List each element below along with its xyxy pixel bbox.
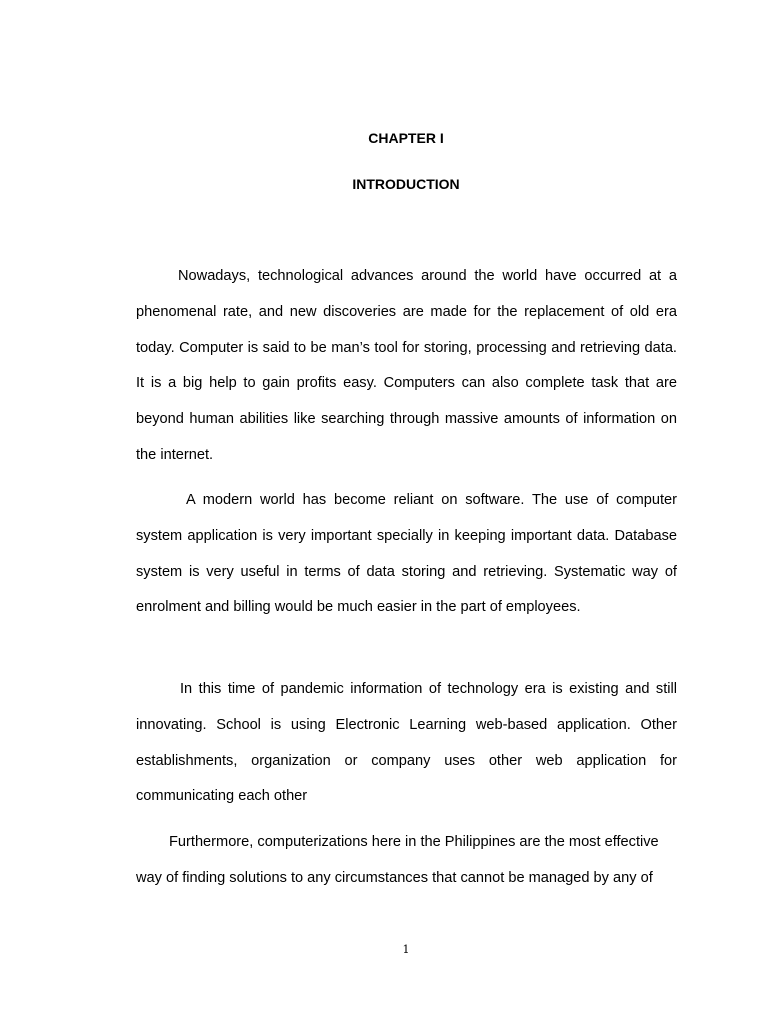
paragraph-2: A modern world has become reliant on software. The use of computer system application is very important specially in keeping important data. Database system is very useful in terms of data storing and retrieving. Systematic way of enrolment and billing would be much easier in the part of employees. <box>136 492 677 616</box>
chapter-heading: CHAPTER I <box>368 130 444 146</box>
paragraph-3: In this time of pandemic information of technology era is existing and still innovating. School is using Electronic Learning web-based application. Other establishments, organization or company uses other web application for communicating each other <box>136 681 677 805</box>
paragraph-1: Nowadays, technological advances around the world have occurred at a phenomenal rate, and new discoveries are made for the replacement of old era today. Computer is said to be man’s tool for storing, processing and retrieving data. It is a big help to gain profits easy. Computers can also complete task that are beyond human abilities like searching through massive amounts of information on the internet. <box>136 268 677 463</box>
section-title: INTRODUCTION <box>352 176 460 192</box>
paragraph-4: Furthermore, computerizations here in the Philippines are the most effective way of finding solutions to any circumstances that cannot be managed by any of <box>136 834 659 886</box>
page-number: 1 <box>402 943 410 956</box>
